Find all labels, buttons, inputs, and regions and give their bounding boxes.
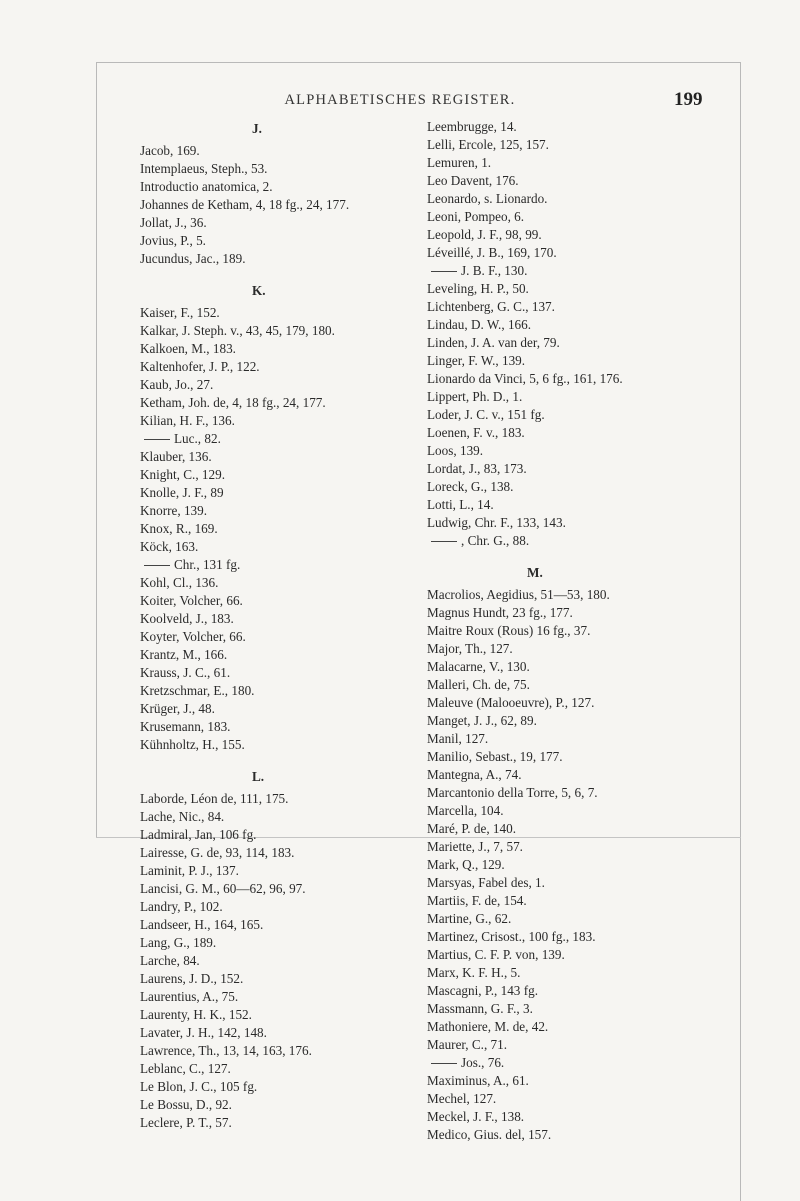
index-entry: Loenen, F. v., 183.	[427, 425, 525, 440]
ditto-dash	[431, 271, 457, 272]
index-entry: Landseer, H., 164, 165.	[140, 917, 264, 932]
index-entry: Kretzschmar, E., 180.	[140, 683, 255, 698]
index-entry: Kaub, Jo., 27.	[140, 377, 214, 392]
page-border-top	[96, 62, 741, 63]
index-entry: Lang, G., 189.	[140, 935, 217, 950]
index-entry: Major, Th., 127.	[427, 641, 513, 656]
index-entry: Leembrugge, 14.	[427, 119, 517, 134]
index-entry: Knolle, J. F., 89	[140, 485, 224, 500]
index-entry: Lancisi, G. M., 60—62, 96, 97.	[140, 881, 306, 896]
index-entry: Ladmiral, Jan, 106 fg.	[140, 827, 257, 842]
index-entry: Krauss, J. C., 61.	[140, 665, 231, 680]
index-entry: Mechel, 127.	[427, 1091, 497, 1106]
index-entry: Introductio anatomica, 2.	[140, 179, 273, 194]
index-entry: Loder, J. C. v., 151 fg.	[427, 407, 545, 422]
index-entry: Mathoniere, M. de, 42.	[427, 1019, 549, 1034]
running-header: ALPHABETISCHES REGISTER.	[284, 92, 516, 108]
index-entry: Maitre Roux (Rous) 16 fg., 37.	[427, 623, 591, 638]
index-entry: Leopold, J. F., 98, 99.	[427, 227, 542, 242]
index-entry: Kühnholtz, H., 155.	[140, 737, 245, 752]
index-entry: Massmann, G. F., 3.	[427, 1001, 533, 1016]
index-entry: Larche, 84.	[140, 953, 200, 968]
index-entry: Lichtenberg, G. C., 137.	[427, 299, 555, 314]
index-entry: Ludwig, Chr. F., 133, 143.	[427, 515, 566, 530]
index-entry: Laborde, Léon de, 111, 175.	[140, 791, 289, 806]
index-entry: Kalkar, J. Steph. v., 43, 45, 179, 180.	[140, 323, 335, 338]
index-entry: Linden, J. A. van der, 79.	[427, 335, 560, 350]
index-entry: Lippert, Ph. D., 1.	[427, 389, 523, 404]
index-entry: Martius, C. F. P. von, 139.	[427, 947, 565, 962]
index-entry: Lache, Nic., 84.	[140, 809, 225, 824]
index-entry: Landry, P., 102.	[140, 899, 223, 914]
index-entry: Lavater, J. H., 142, 148.	[140, 1025, 267, 1040]
index-entry: Lionardo da Vinci, 5, 6 fg., 161, 176.	[427, 371, 623, 386]
index-entry: Malacarne, V., 130.	[427, 659, 530, 674]
index-entry-continued: Chr., 131 fg.	[140, 556, 470, 574]
index-entry: Jacob, 169.	[140, 143, 200, 158]
index-entry: Martinez, Crisost., 100 fg., 183.	[427, 929, 596, 944]
index-entry: Knox, R., 169.	[140, 521, 218, 536]
index-entry: Kilian, H. F., 136.	[140, 413, 235, 428]
index-entry: Le Blon, J. C., 105 fg.	[140, 1079, 258, 1094]
index-entry: Magnus Hundt, 23 fg., 177.	[427, 605, 573, 620]
index-entry: Lotti, L., 14.	[427, 497, 494, 512]
index-entry: Köck, 163.	[140, 539, 199, 554]
index-entry: Lairesse, G. de, 93, 114, 183.	[140, 845, 295, 860]
right-column	[427, 118, 747, 1144]
index-entry: Martine, G., 62.	[427, 911, 512, 926]
index-entry: Macrolios, Aegidius, 51—53, 180.	[427, 587, 610, 602]
index-entry: Marx, K. F. H., 5.	[427, 965, 521, 980]
index-entry: Léveillé, J. B., 169, 170.	[427, 245, 557, 260]
index-entry: Meckel, J. F., 138.	[427, 1109, 525, 1124]
index-entry: Leonardo, s. Lionardo.	[427, 191, 548, 206]
index-entry: Maleuve (Malooeuvre), P., 127.	[427, 695, 595, 710]
index-entry-continued: Luc., 82.	[140, 430, 470, 448]
index-entry: Leclere, P. T., 57.	[140, 1115, 232, 1130]
index-entry: Martiis, F. de, 154.	[427, 893, 527, 908]
index-entry: Knorre, 139.	[140, 503, 208, 518]
index-entry: Intemplaeus, Steph., 53.	[140, 161, 268, 176]
index-entry: Medico, Gius. del, 157.	[427, 1127, 552, 1142]
index-entry: Maurer, C., 71.	[427, 1037, 508, 1052]
index-entry: Lordat, J., 83, 173.	[427, 461, 527, 476]
index-entry: Kalkoen, M., 183.	[140, 341, 236, 356]
index-entry: Koiter, Volcher, 66.	[140, 593, 243, 608]
index-entry: Linger, F. W., 139.	[427, 353, 526, 368]
index-entry: Lemuren, 1.	[427, 155, 492, 170]
index-entry: Le Bossu, D., 92.	[140, 1097, 232, 1112]
index-entry: Koolveld, J., 183.	[140, 611, 234, 626]
index-entry: Jucundus, Jac., 189.	[140, 251, 246, 266]
index-entry: Laurens, J. D., 152.	[140, 971, 244, 986]
index-entry: Manget, J. J., 62, 89.	[427, 713, 537, 728]
index-entry: Knight, C., 129.	[140, 467, 225, 482]
index-entry: Kohl, Cl., 136.	[140, 575, 219, 590]
page-border-left	[96, 62, 97, 837]
index-entry: Marsyas, Fabel des, 1.	[427, 875, 545, 890]
index-entry: Mantegna, A., 74.	[427, 767, 522, 782]
index-entry: Lelli, Ercole, 125, 157.	[427, 137, 549, 152]
index-entry: Mascagni, P., 143 fg.	[427, 983, 538, 998]
index-entry: Maré, P. de, 140.	[427, 821, 517, 836]
index-entry: Manilio, Sebast., 19, 177.	[427, 749, 563, 764]
index-entry: Malleri, Ch. de, 75.	[427, 677, 530, 692]
index-entry: Mariette, J., 7, 57.	[427, 839, 523, 854]
index-entry: Klauber, 136.	[140, 449, 212, 464]
index-entry: Laurenty, H. K., 152.	[140, 1007, 252, 1022]
index-entry: Krantz, M., 166.	[140, 647, 228, 662]
index-entry: Krusemann, 183.	[140, 719, 231, 734]
index-entry: Marcantonio della Torre, 5, 6, 7.	[427, 785, 598, 800]
index-entry: Marcella, 104.	[427, 803, 504, 818]
ditto-dash	[144, 565, 170, 566]
ditto-dash	[144, 439, 170, 440]
index-entry: Jollat, J., 36.	[140, 215, 207, 230]
index-entry: Krüger, J., 48.	[140, 701, 215, 716]
index-entry: Maximinus, A., 61.	[427, 1073, 529, 1088]
index-entry: Kaiser, F., 152.	[140, 305, 220, 320]
page-number: 199	[674, 89, 703, 110]
section-heading-k: K.	[252, 283, 266, 298]
index-entry: Laurentius, A., 75.	[140, 989, 239, 1004]
index-entry: Koyter, Volcher, 66.	[140, 629, 246, 644]
index-entry: Lindau, D. W., 166.	[427, 317, 532, 332]
index-entry-continued: Jos., 76.	[427, 1054, 747, 1072]
section-heading-m: M.	[527, 565, 543, 580]
index-entry: Jovius, P., 5.	[140, 233, 206, 248]
index-entry: Leveling, H. P., 50.	[427, 281, 529, 296]
index-entry: Lawrence, Th., 13, 14, 163, 176.	[140, 1043, 312, 1058]
index-entry: Leoni, Pompeo, 6.	[427, 209, 525, 224]
left-column	[140, 118, 470, 1132]
index-entry: Ketham, Joh. de, 4, 18 fg., 24, 177.	[140, 395, 326, 410]
index-entry: Leo Davent, 176.	[427, 173, 519, 188]
ditto-dash	[431, 541, 457, 542]
ditto-dash	[431, 1063, 457, 1064]
index-entry: Loreck, G., 138.	[427, 479, 514, 494]
index-entry: Mark, Q., 129.	[427, 857, 505, 872]
section-heading-j: J.	[252, 121, 262, 136]
index-entry: Loos, 139.	[427, 443, 484, 458]
index-entry: Kaltenhofer, J. P., 122.	[140, 359, 260, 374]
index-entry: Johannes de Ketham, 4, 18 fg., 24, 177.	[140, 197, 350, 212]
index-entry-continued: , Chr. G., 88.	[427, 532, 747, 550]
index-entry: Manil, 127.	[427, 731, 489, 746]
index-entry: Leblanc, C., 127.	[140, 1061, 231, 1076]
index-entry: Laminit, P. J., 137.	[140, 863, 239, 878]
section-heading-l: L.	[252, 769, 265, 784]
index-entry-continued: J. B. F., 130.	[427, 262, 747, 280]
